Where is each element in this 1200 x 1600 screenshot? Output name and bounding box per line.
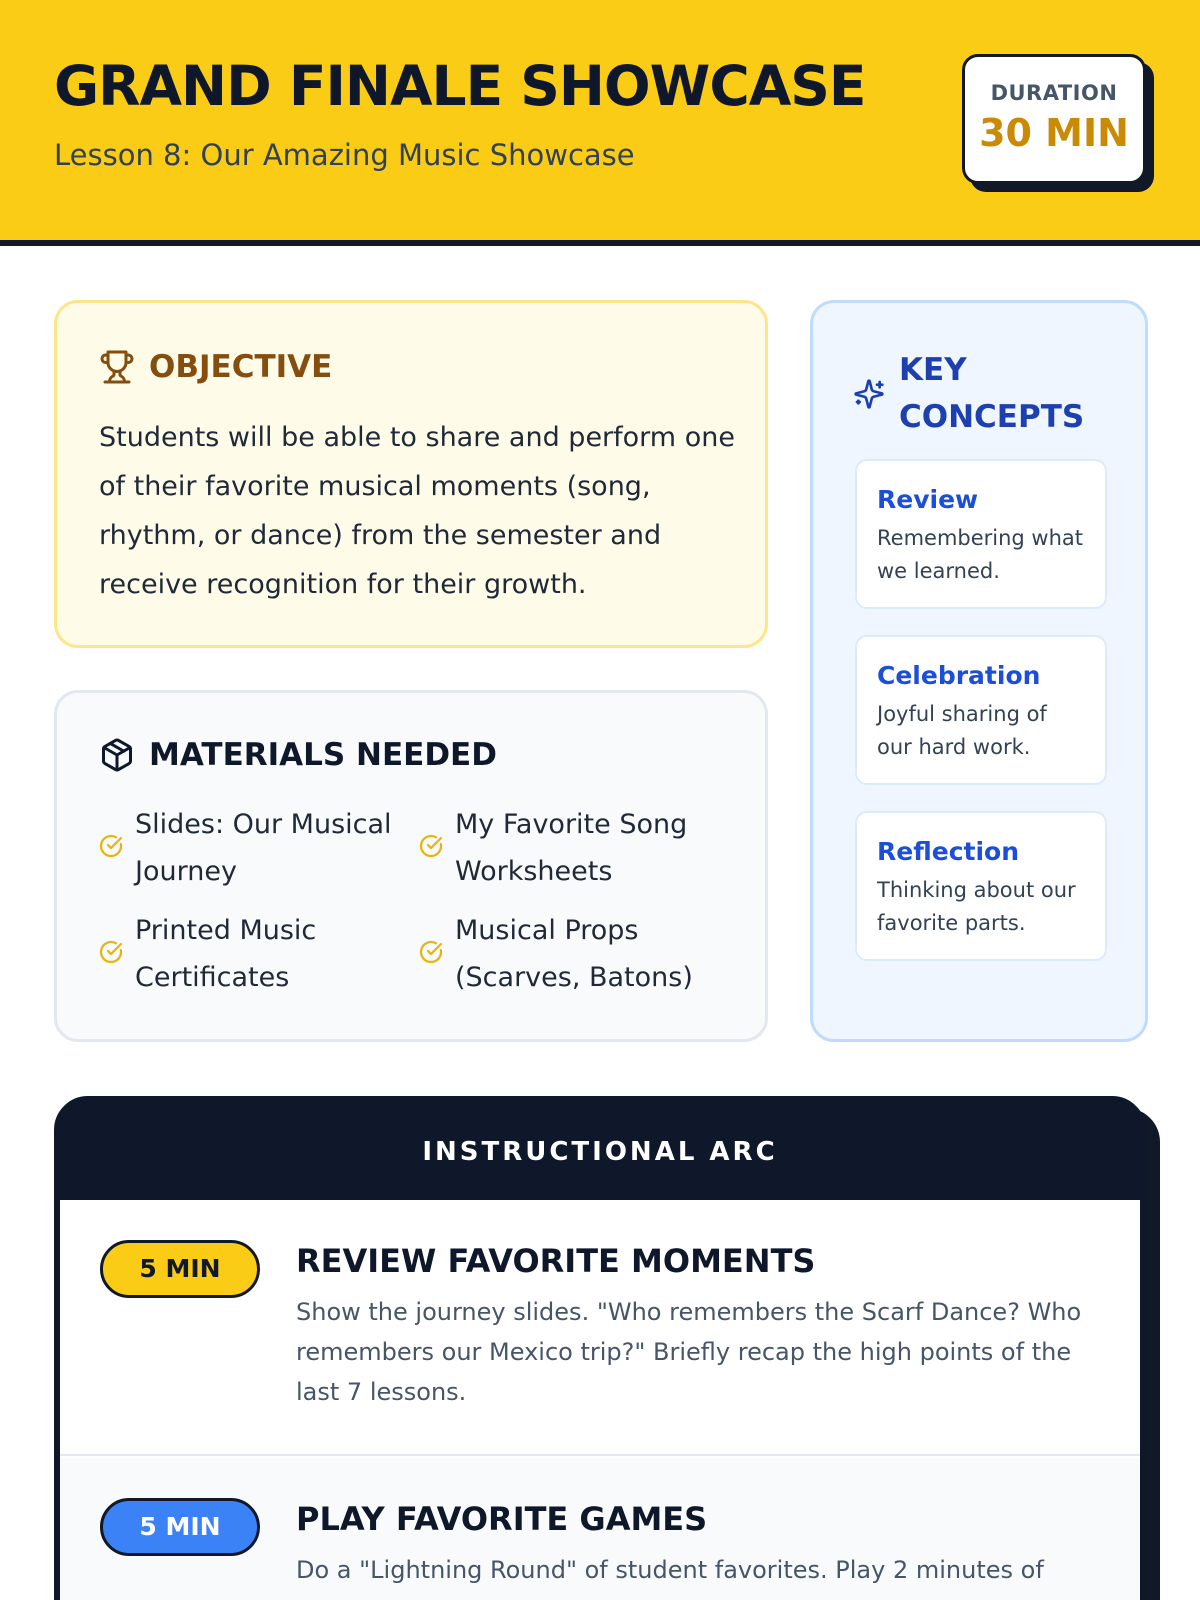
materials-card: [54, 690, 768, 1042]
duration-value: 30 MIN: [979, 111, 1129, 155]
package-icon: [99, 737, 135, 773]
duration-label: DURATION: [990, 81, 1118, 105]
page-subtitle: Lesson 8: Our Amazing Music Showcase: [54, 138, 635, 172]
trophy-icon: [99, 349, 135, 385]
sparkles-icon: [853, 378, 885, 410]
objective-heading: OBJECTIVE: [149, 349, 333, 385]
material-label: Slides: Our Musical Journey: [135, 809, 392, 887]
concept-card: [855, 459, 1107, 609]
check-circle-icon: [99, 834, 123, 862]
concept-title: Reflection: [877, 837, 1020, 866]
instructional-arc-body: [60, 1200, 1140, 1600]
objective-card: [54, 300, 768, 648]
concept-card: [855, 635, 1107, 785]
materials-heading: MATERIALS NEEDED: [149, 737, 497, 773]
arc-step: [60, 1458, 1140, 1600]
concept-title: Celebration: [877, 661, 1041, 690]
step-description: Show the journey slides. "Who remembers the Scarf Dance? Who remembers our Mexico trip?" Briefly recap the high points of the last 7 lessons.: [296, 1298, 1082, 1406]
instructional-arc-card: [54, 1096, 1146, 1600]
key-concepts-card: [810, 300, 1148, 1042]
materials-list-item: [419, 801, 719, 895]
step-title: PLAY FAVORITE GAMES: [296, 1500, 708, 1538]
materials-list-item: [99, 907, 399, 1001]
objective-header: [99, 349, 332, 385]
material-label: Musical Props (Scarves, Batons): [455, 915, 693, 993]
check-circle-icon: [99, 940, 123, 968]
materials-list-item: [99, 801, 399, 895]
material-label: Printed Music Certificates: [135, 915, 317, 993]
concept-description: Joyful sharing of our hard work.: [877, 702, 1047, 759]
header-divider: [0, 240, 1200, 246]
concept-title: Review: [877, 485, 979, 514]
instructional-arc-heading: INSTRUCTIONAL ARC: [422, 1137, 778, 1167]
material-label: My Favorite Song Worksheets: [455, 809, 688, 887]
concept-description: Remembering what we learned.: [877, 526, 1084, 583]
key-concepts-header: [853, 347, 1099, 441]
time-badge: 5 MIN: [100, 1498, 260, 1556]
check-circle-icon: [419, 834, 443, 862]
duration-card: [962, 54, 1146, 184]
arc-step: [60, 1200, 1140, 1456]
step-title: REVIEW FAVORITE MOMENTS: [296, 1242, 816, 1280]
concept-description: Thinking about our favorite parts.: [877, 878, 1076, 935]
concept-card: [855, 811, 1107, 961]
materials-header: [99, 737, 497, 773]
time-badge: 5 MIN: [100, 1240, 260, 1298]
objective-text: Students will be able to share and perform one of their favorite musical moments (song, rhythm, or dance) from the semester and receive recognition for their growth.: [99, 422, 735, 600]
key-concepts-heading: KEY CONCEPTS: [899, 352, 1085, 435]
check-circle-icon: [419, 940, 443, 968]
page-title: GRAND FINALE SHOWCASE: [54, 54, 866, 118]
step-description: Do a "Lightning Round" of student favorites. Play 2 minutes of: [296, 1556, 1044, 1584]
materials-list-item: [419, 907, 719, 1001]
